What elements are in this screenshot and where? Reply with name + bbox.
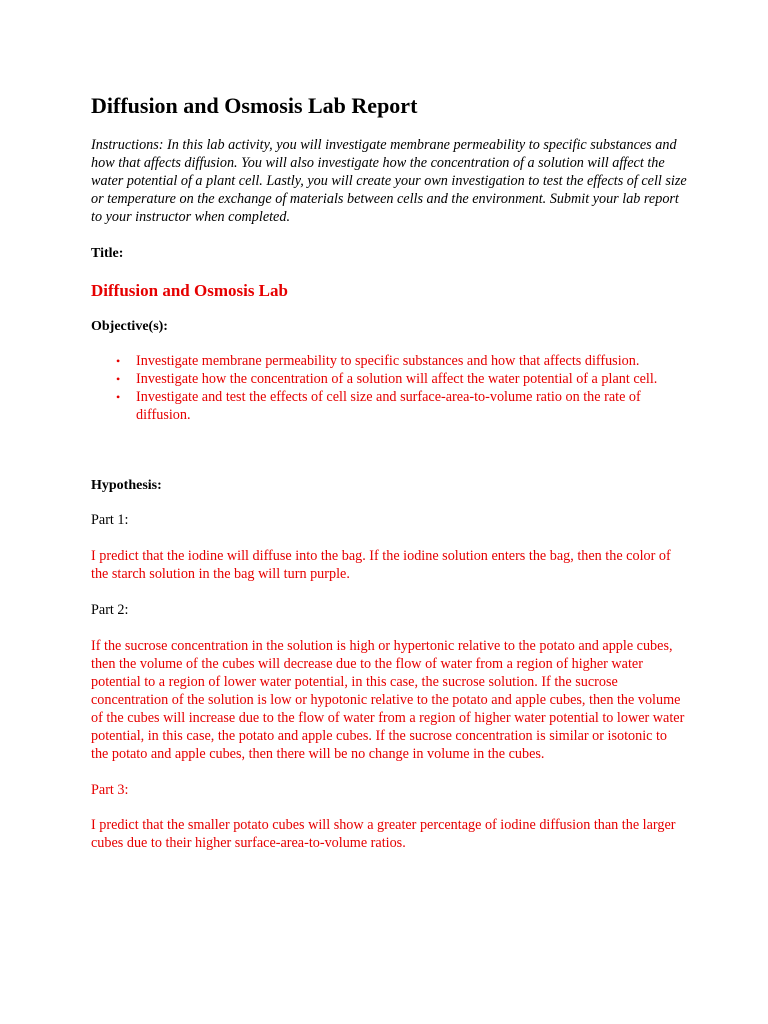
objective-text: Investigate how the concentration of a solution will affect the water potential of a plant cell. bbox=[136, 371, 658, 387]
part-1-label: Part 1: bbox=[91, 512, 129, 528]
part-2-label: Part 2: bbox=[91, 602, 129, 618]
bullet-icon: • bbox=[116, 372, 121, 386]
document-title: Diffusion and Osmosis Lab Report bbox=[91, 93, 418, 118]
part-3-label: Part 3: bbox=[91, 782, 129, 798]
objective-item bbox=[116, 352, 687, 370]
hypothesis-label: Hypothesis: bbox=[91, 478, 162, 493]
instructions-paragraph: Instructions: In this lab activity, you will investigate membrane permeability to specific substances and how that affects diffusion. You will also investigate how the concentration of a solution will affect the water potential of a plant cell. Lastly, you will create your own investigation to test the effects of cell size or temperature on the exchange of materials between cells and the environment. Submit your lab report to your instructor when completed. bbox=[91, 137, 687, 225]
bullet-icon: • bbox=[116, 390, 121, 404]
objective-text: Investigate and test the effects of cell size and surface-area-to-volume ratio on the rate of diffusion. bbox=[136, 389, 641, 423]
document-page bbox=[91, 92, 687, 852]
objectives-list bbox=[91, 352, 687, 424]
bullet-icon: • bbox=[116, 354, 121, 368]
objective-item bbox=[116, 370, 687, 388]
part-1-text: I predict that the iodine will diffuse into the bag. If the iodine solution enters the bag, then the color of the starch solution in the bag will turn purple. bbox=[91, 548, 671, 582]
title-label: Title: bbox=[91, 246, 124, 261]
part-3-text: I predict that the smaller potato cubes will show a greater percentage of iodine diffusion than the larger cubes due to their higher surface-area-to-volume ratios. bbox=[91, 817, 676, 851]
objective-text: Investigate membrane permeability to specific substances and how that affects diffusion. bbox=[136, 353, 640, 369]
objectives-label: Objective(s): bbox=[91, 319, 168, 334]
report-title: Diffusion and Osmosis Lab bbox=[91, 281, 288, 300]
objective-item bbox=[116, 388, 687, 424]
part-2-text: If the sucrose concentration in the solution is high or hypertonic relative to the potato and apple cubes, then the volume of the cubes will decrease due to the flow of water from a region of higher water potential to a region of lower water potential, in this case, the sucrose solution. If the sucrose concentration of the solution is low or hypotonic relative to the potato and apple cubes, then the volume of the cubes will increase due to the flow of water from a region of higher water potential to lower water potential, in this case, the potato and apple cubes. If the sucrose concentration is similar or isotonic to the potato and apple cubes, then there will be no change in volume in the cubes. bbox=[91, 638, 685, 762]
